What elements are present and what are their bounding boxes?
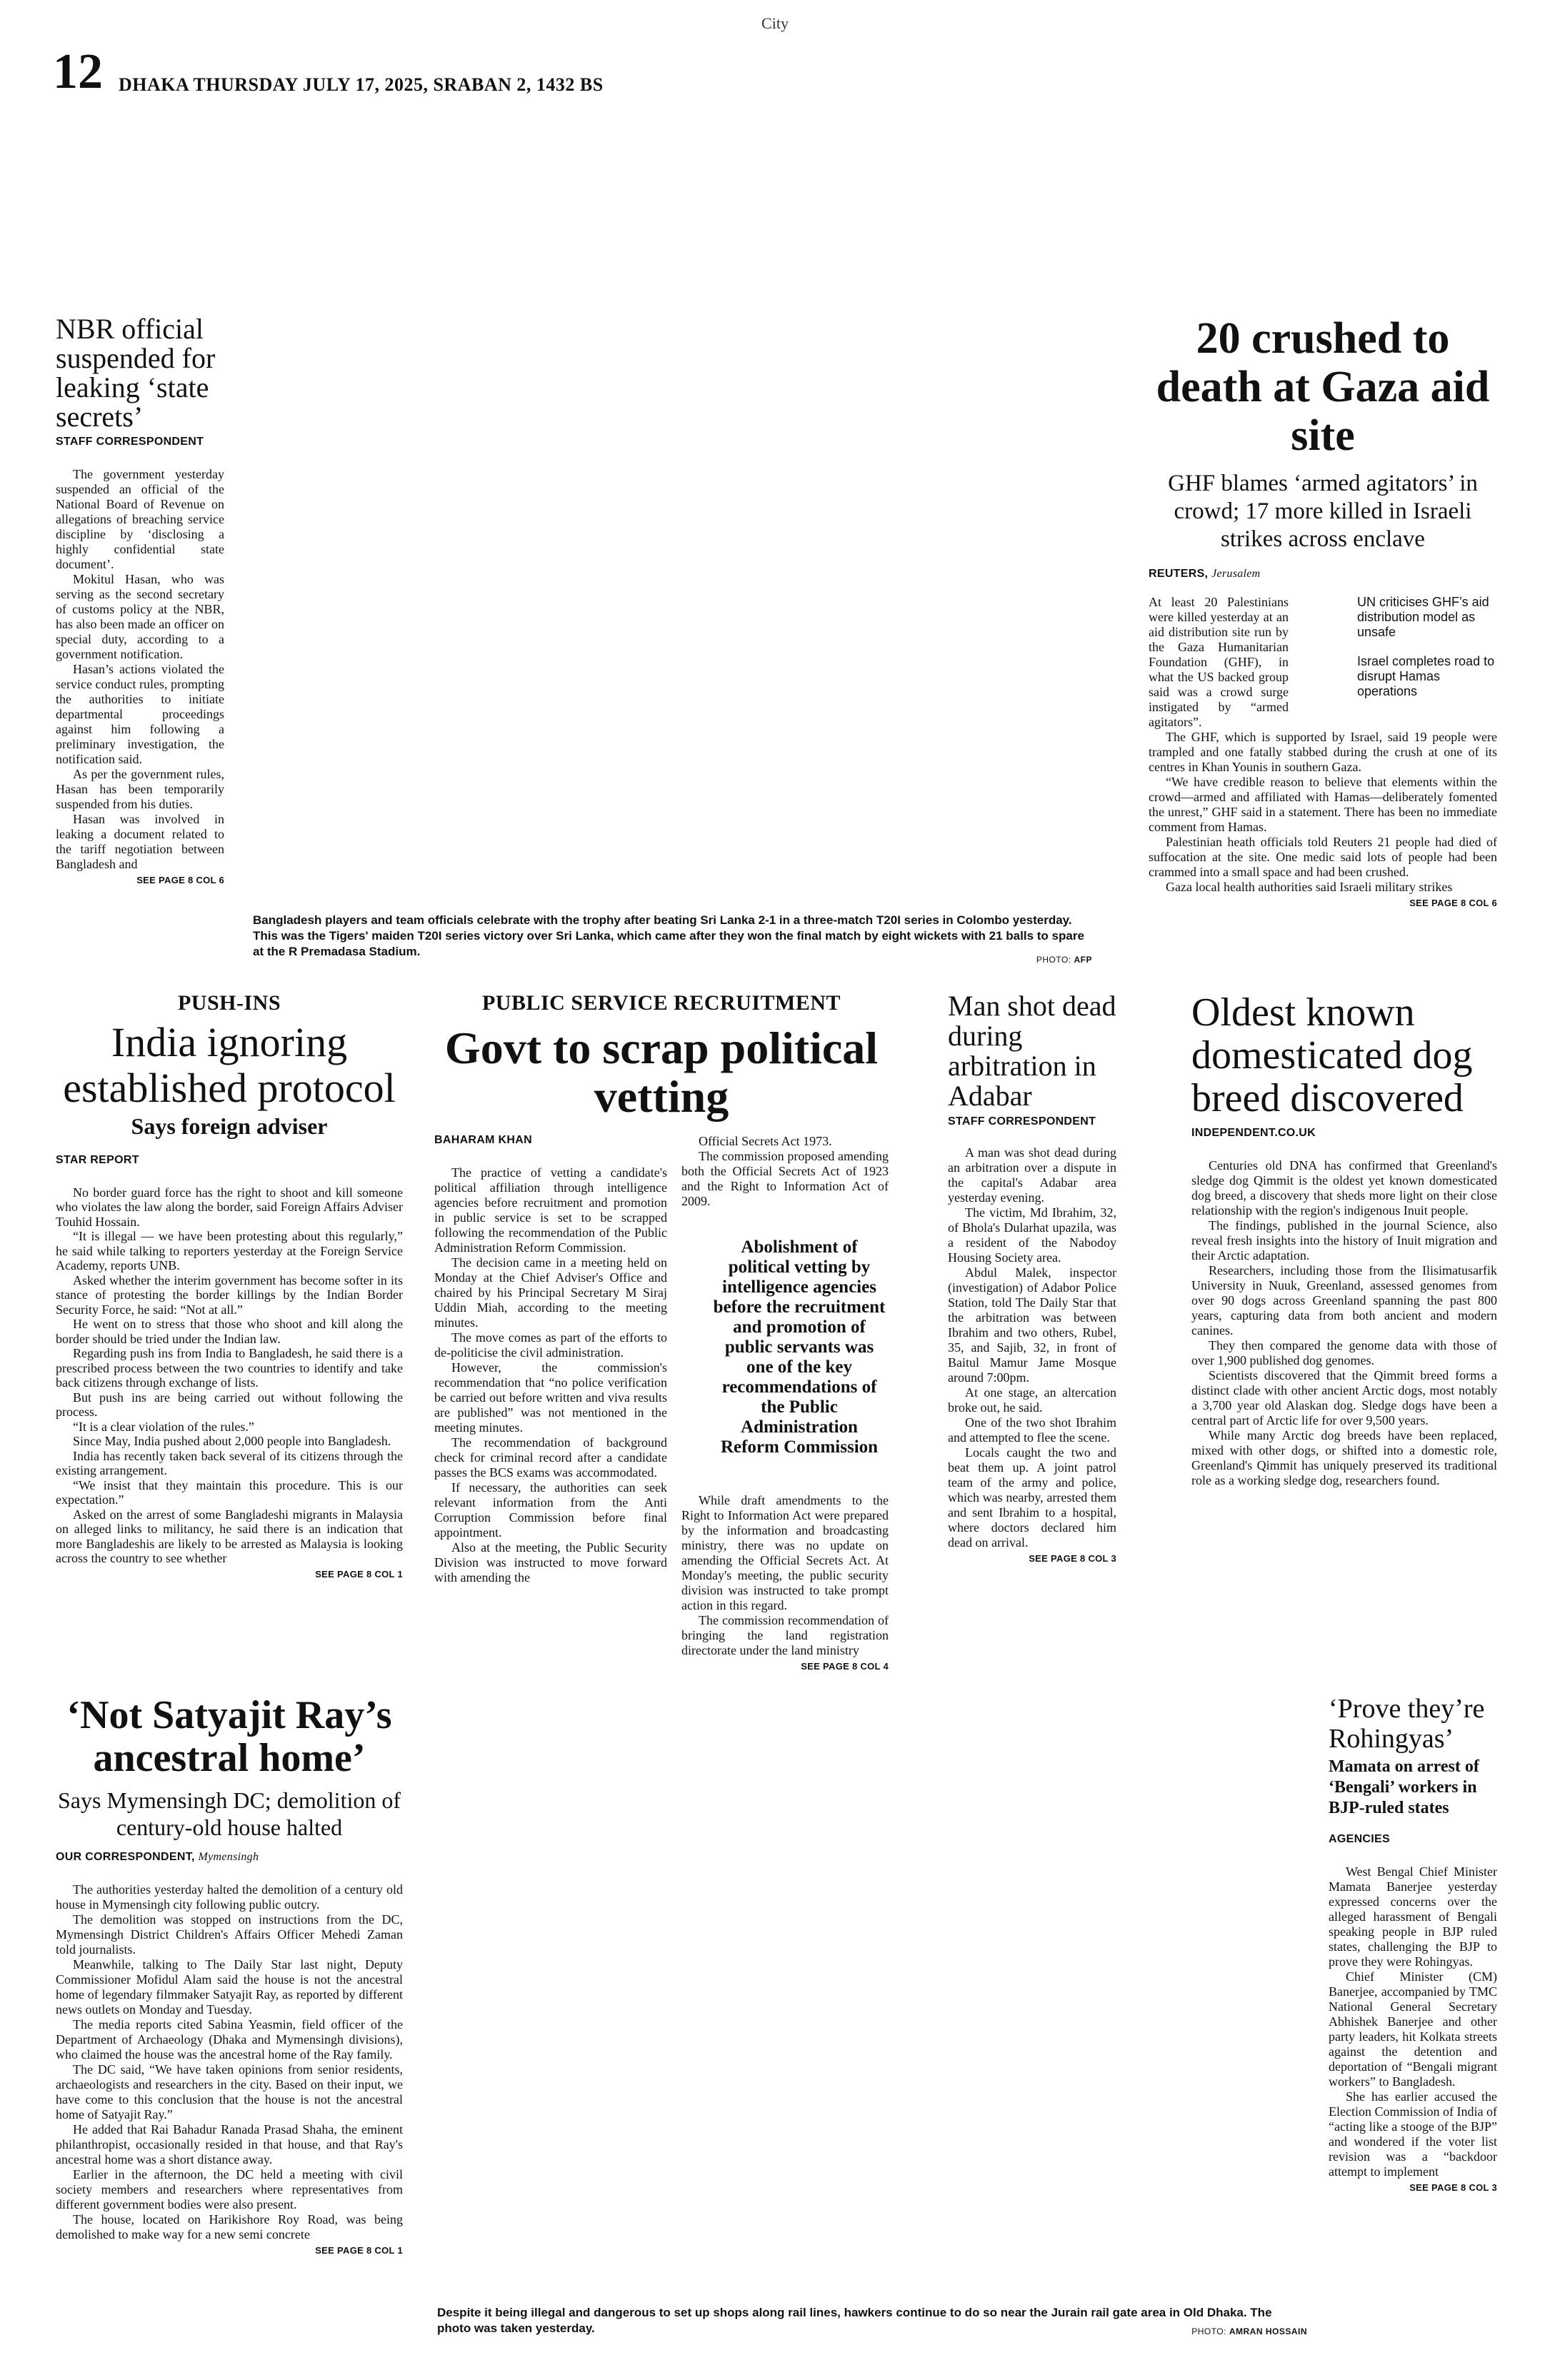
nbr-body <box>56 467 224 872</box>
adabar-body <box>948 1145 1116 1550</box>
paragraph: No border guard force has the right to shoot and kill someone who violates the law along the border, said Foreign Affairs Adviser Touhid Hossain. <box>56 1185 403 1229</box>
paragraph: The media reports cited Sabina Yeasmin, field officer of the Department of Archaeology (Dhaka and Mymensingh divisions), who claimed the house was the ancestral home of the Ray family. <box>56 2017 403 2062</box>
paragraph: Meanwhile, talking to The Daily Star last night, Deputy Commissioner Mofidul Alam said the house is not the ancestral home of legendary filmmaker Satyajit Ray, as reported by different news outlets on Monday and Tuesday. <box>56 1957 403 2017</box>
pushins-jump-link[interactable]: SEE PAGE 8 COL 1 <box>315 1568 403 1580</box>
paragraph: “We have credible reason to believe that elements within the crowd—armed and affiliated with Hamas—deliberately fomented the unrest,” GHF said in a statement. There has been no immediate comment from Hamas. <box>1149 775 1497 834</box>
paragraph: The victim, Md Ibrahim, 32, of Bhola's Dularhat upazila, was a resident of the Nabodoy Housing Society area. <box>948 1205 1116 1265</box>
adabar-headline: Man shot dead during arbitration in Adabar <box>948 990 1116 1112</box>
paragraph: Hasan’s actions violated the service conduct rules, prompting the authorities to initiate departmental proceedings against him following a preliminary investigation, the notification said. <box>56 662 224 766</box>
mamata-story <box>1329 1694 1497 2193</box>
vetting-columns <box>434 1134 889 1677</box>
paragraph: The recommendation of background check for criminal record after a candidate passes the BCS exams was accommodated. <box>434 1435 667 1480</box>
paragraph: Official Secrets Act 1973. <box>699 1134 832 1148</box>
paragraph: However, the commission's recommendation that “no police verification be carried out before written and viva results are published” was not mentioned in the meeting minutes. <box>434 1360 667 1435</box>
paragraph: The practice of vetting a candidate's political affiliation through intelligence agencies before recruitment and promotion in public service is set to be scrapped following the recommendation of the Public Administration Reform Commission. <box>434 1165 667 1255</box>
paragraph: He added that Rai Bahadur Ranada Prasad Shaha, the eminent philanthropist, occasionally resided in that house, and that Ray's ancestral home was a short distance away. <box>56 2122 403 2166</box>
paragraph: But push ins are being carried out without following the process. <box>56 1390 403 1420</box>
gaza-place: Jerusalem <box>1211 568 1261 580</box>
paragraph: She has earlier accused the Election Commission of India of “acting like a stooge of the BJP” and wondered if the voter list revision was a “backdoor attempt to implement <box>1329 2089 1497 2179</box>
vetting-col-2 <box>681 1134 889 1672</box>
pushins-headline: India ignoring established protocol <box>63 1019 396 1111</box>
ray-place: Mymensingh <box>198 1851 259 1863</box>
paragraph: “We insist that they maintain this procedure. This is our expectation.” <box>56 1477 403 1507</box>
paragraph: While many Arctic dog breeds have been replaced, mixed with other dogs, or shifted into a domestic role, Greenland's Qimmit has uniquely preserved its traditional role as a working sledge dog, researchers found. <box>1191 1428 1497 1487</box>
paragraph: Locals caught the two and beat them up. A joint patrol team of the army and police, which was nearby, arrested them and sent Ibrahim to a hospital, where doctors declared him dead on arrival. <box>948 1445 1116 1550</box>
adabar-byline: STAFF CORRESPONDENT <box>948 1115 1096 1128</box>
vetting-headline: Govt to scrap political vetting <box>444 1023 879 1122</box>
paragraph: The commission proposed amending both the Official Secrets Act of 1923 and the Right to Information Act of 2009. <box>681 1149 889 1208</box>
credit-label: PHOTO: <box>1191 2326 1226 2336</box>
vetting-kicker: PUBLIC SERVICE RECRUITMENT <box>481 991 841 1015</box>
paragraph: “It is illegal — we have been protesting about this regularly,” he said while talking to reporters yesterday at the Foreign Service Academy, reports UNB. <box>56 1229 403 1273</box>
nbr-story <box>56 314 224 885</box>
vetting-body-2 <box>681 1134 889 1209</box>
gaza-byline <box>1149 568 1497 581</box>
ray-body <box>56 1882 403 2242</box>
mamata-jump-link[interactable]: SEE PAGE 8 COL 3 <box>1409 2182 1497 2193</box>
paragraph: The GHF, which is supported by Israel, said 19 people were trampled and one fatally stabbed during the crush at one of its centres in Khan Younis in southern Gaza. <box>1149 730 1497 774</box>
vetting-body-1 <box>434 1165 667 1585</box>
nbr-headline: NBR official suspended for leaking ‘state secrets’ <box>56 313 216 433</box>
paragraph: West Bengal Chief Minister Mamata Banerjee yesterday expressed concerns over the alleged harassment of Bengali speaking people in BJP ruled states, challenging the BJP to prove they were Rohingyas. <box>1329 1864 1497 1969</box>
credit-label: PHOTO: <box>1036 955 1071 965</box>
paragraph: Regarding push ins from India to Bangladesh, he said there is a prescribed process between the two countries to identify and take back citizens through exchange of lists. <box>56 1346 403 1390</box>
paragraph: At one stage, an altercation broke out, he said. <box>948 1385 1116 1415</box>
hawkers-photo-caption: Despite it being illegal and dangerous to set up shops along rail lines, hawkers continue to do so near the Jurain rail gate area in Old Dhaka. The photo was taken yesterday. <box>437 2306 1272 2335</box>
gaza-agency: REUTERS, <box>1149 568 1209 580</box>
ray-subheadline: Says Mymensingh DC; demolition of century-old house halted <box>58 1787 401 1840</box>
adabar-story <box>948 991 1116 1564</box>
pushins-subheadline: Says foreign adviser <box>131 1113 328 1139</box>
paragraph: “It is a clear violation of the rules.” <box>73 1419 254 1434</box>
paragraph: The government yesterday suspended an official of the National Board of Revenue on allegations of breaching service discipline by ‘disclosing a highly confidential state document’. <box>56 467 224 571</box>
cricket-photo-credit <box>929 955 1092 965</box>
ray-byline <box>56 1851 403 1864</box>
pushins-kicker: PUSH-INS <box>177 991 281 1015</box>
paragraph: If necessary, the authorities can seek relevant information from the Anti Corruption Commission before final appointment. <box>434 1480 667 1540</box>
paragraph: The findings, published in the journal Science, also reveal fresh insights into the history of Inuit migration and their Arctic adaptation. <box>1191 1218 1497 1262</box>
paragraph: Asked whether the interim government has become softer in its stance of protesting the border killings by the Indian Border Security Force, he said: “Not at all.” <box>56 1272 403 1317</box>
paragraph: Researchers, including those from the Ilisimatusarfik University in Nuuk, Greenland, assessed genomes from over 90 dogs across Greenland spanning the past 800 years, capturing data from both ancient and modern canines. <box>1191 1263 1497 1337</box>
gaza-sidebar <box>1357 595 1497 699</box>
ray-story <box>56 1694 403 2256</box>
paragraph: The house, located on Harikishore Roy Road, was being demolished to make way for a new semi concrete <box>56 2212 403 2241</box>
paragraph: They then compared the genome data with those of over 1,900 published dog genomes. <box>1191 1338 1497 1367</box>
paragraph: The authorities yesterday halted the demolition of a century old house in Mymensingh city following public outcry. <box>56 1882 403 1912</box>
paragraph: The move comes as part of the efforts to de-politicise the civil administration. <box>434 1330 667 1360</box>
dog-story <box>1191 991 1497 1488</box>
pushins-story <box>56 991 403 1580</box>
sidebar-item: Israel completes road to disrupt Hamas operations <box>1357 654 1495 698</box>
page-number: 12 <box>53 44 103 99</box>
paragraph: Also at the meeting, the Public Security Division was instructed to move forward with amending the <box>434 1540 667 1585</box>
dateline: DHAKA THURSDAY JULY 17, 2025, SRABAN 2, 1432 BS <box>119 74 604 95</box>
gaza-headline: 20 crushed to death at Gaza aid site <box>1156 314 1490 460</box>
cricket-photo-caption: Bangladesh players and team officials celebrate with the trophy after beating Sri Lanka 2-1 in a three-match T20I series in Colombo yesterday. This was the Tigers' maiden T20I series victory over Sri Lanka, which came after they won the final match by eight wickets with 21 balls to spare at the R Premadasa Stadium. <box>253 913 1084 958</box>
mamata-subheadline: Mamata on arrest of ‘Bengali’ workers in BJP-ruled states <box>1329 1757 1479 1817</box>
vetting-body-3 <box>681 1493 889 1658</box>
paragraph: Earlier in the afternoon, the DC held a meeting with civil society members and researchers where representatives from different government bodies were also present. <box>56 2167 403 2211</box>
vetting-story <box>434 991 889 1677</box>
credit-name: AFP <box>1074 955 1092 965</box>
paragraph: Scientists discovered that the Qimmit breed forms a distinct clade with other ancient Arctic dogs, most notably a 3,700 year old Alaskan dog. Sledge dogs have been a central part of Arctic life for over 9,500 years. <box>1191 1368 1497 1427</box>
dog-body <box>1191 1158 1497 1488</box>
sidebar-item: UN criticises GHF’s aid distribution model as unsafe <box>1357 595 1489 639</box>
dog-headline: Oldest known domesticated dog breed discovered <box>1191 990 1473 1120</box>
credit-name: AMRAN HOSSAIN <box>1229 2326 1307 2336</box>
paragraph: One of the two shot Ibrahim and attempted to flee the scene. <box>948 1415 1116 1445</box>
hawkers-photo <box>437 1694 1307 2298</box>
paragraph: Gaza local health authorities said Israeli military strikes <box>1166 880 1453 894</box>
ray-jump-link[interactable]: SEE PAGE 8 COL 1 <box>315 2245 403 2256</box>
paragraph: The DC said, “We have taken opinions from senior residents, archaeologists and researchers in the city. Based on their input, we have come to this conclusion that the house is not the ancestral home of Satyajit Ray.” <box>56 2062 403 2122</box>
gaza-story <box>1149 314 1497 908</box>
gaza-subheadline: GHF blames ‘armed agitators’ in crowd; 17 more killed in Israeli strikes across enclave <box>1168 471 1478 552</box>
paragraph: He went on to stress that those who shoot and kill along the border should be tried under the Indian law. <box>56 1317 403 1346</box>
vetting-col-1 <box>434 1134 667 1585</box>
paragraph: While draft amendments to the Right to Information Act were prepared by the information and broadcasting ministry, there was no update on amending the Official Secrets Act. At Monday's meeting, the public security division was instructed to take prompt action in this regard. <box>681 1493 889 1612</box>
vetting-pullquote: Abolishment of political vetting by intelligence agencies before the recruitment and promotion of public servants was one of the key recommendations of the Public Administration Reform Commission <box>713 1237 886 1457</box>
section-label: City <box>761 14 789 32</box>
pushins-body <box>56 1185 403 1566</box>
ray-author: OUR CORRESPONDENT, <box>56 1851 195 1863</box>
dog-byline: INDEPENDENT.CO.UK <box>1191 1127 1316 1139</box>
vetting-jump-link[interactable]: SEE PAGE 8 COL 4 <box>801 1661 889 1672</box>
paragraph: The commission recommendation of bringing the land registration directorate under the land ministry <box>681 1613 889 1657</box>
vetting-byline: BAHARAM KHAN <box>434 1134 532 1146</box>
paragraph: Mokitul Hasan, who was serving as the second secretary of customs policy at the NBR, has also been made an officer on special duty, according to a government notification. <box>56 572 224 661</box>
paragraph: Abdul Malek, inspector (investigation) of Adabor Police Station, told The Daily Star that the arbitration was between Ibrahim and two others, Rubel, 35, and Sajib, 32, in front of Baitul Mamur Jame Mosque around 7:00pm. <box>948 1265 1116 1385</box>
mamata-headline: ‘Prove they’re Rohingyas’ <box>1329 1694 1485 1754</box>
mamata-byline: AGENCIES <box>1329 1833 1390 1845</box>
cricket-photo <box>253 314 1092 905</box>
ray-headline: ‘Not Satyajit Ray’s ancestral home’ <box>66 1693 392 1780</box>
hawkers-photo-credit <box>1114 2326 1307 2336</box>
adabar-jump-link[interactable]: SEE PAGE 8 COL 3 <box>1029 1553 1116 1564</box>
paragraph: Since May, India pushed about 2,000 people into Bangladesh. <box>73 1434 391 1449</box>
paragraph: Hasan was involved in leaking a document related to the tariff negotiation between Bangladesh and <box>56 812 224 871</box>
paragraph: The decision came in a meeting held on Monday at the Chief Adviser's Office and chaired by his Principal Secretary M Siraj Uddin Miah, according to the meeting minutes. <box>434 1255 667 1330</box>
paragraph: Chief Minister (CM) Banerjee, accompanied by TMC National General Secretary Abhishek Banerjee and other party leaders, hit Kolkata streets against the detention and deportation of “Bengali migrant workers” to Bangladesh. <box>1329 1969 1497 2089</box>
nbr-jump-link[interactable]: SEE PAGE 8 COL 6 <box>136 875 224 885</box>
gaza-jump-link[interactable]: SEE PAGE 8 COL 6 <box>1409 898 1497 908</box>
paragraph: Palestinian heath officials told Reuters 21 people had died of suffocation at the site. One medic said lots of people had been crammed into a small space and had been crushed. <box>1149 835 1497 879</box>
paragraph: Asked on the arrest of some Bangladeshi migrants in Malaysia on alleged links to militancy, he said there is an indication that more Bangladeshis are likely to be arrested as Malaysia is looking across the country to see whether <box>56 1507 403 1566</box>
gaza-body <box>1149 595 1497 895</box>
nbr-byline: STAFF CORRESPONDENT <box>56 436 204 448</box>
paragraph: India has recently taken back several of its citizens through the existing arrangement. <box>56 1448 403 1478</box>
paragraph: As per the government rules, Hasan has been temporarily suspended from his duties. <box>56 767 224 811</box>
paragraph: Centuries old DNA has confirmed that Greenland's sledge dog Qimmit is the oldest yet known domesticated dog breed, a discovery that sheds more light on their close relationship with the region's indigenous Inuit people. <box>1191 1158 1497 1217</box>
paragraph: At least 20 Palestinians were killed yesterday at an aid distribution site run by the Gaza Humanitarian Foundation (GHF), in what the US backed group said was a crowd surge instigated by “armed agitators”. <box>1149 595 1289 729</box>
pushins-byline: STAR REPORT <box>56 1153 139 1166</box>
mamata-body <box>1329 1864 1497 2179</box>
paragraph: The demolition was stopped on instructions from the DC, Mymensingh District Children's Affairs Officer Mehedi Zaman told journalists. <box>56 1912 403 1957</box>
paragraph: A man was shot dead during an arbitration over a dispute in the capital's Adabar area yesterday evening. <box>948 1145 1116 1205</box>
